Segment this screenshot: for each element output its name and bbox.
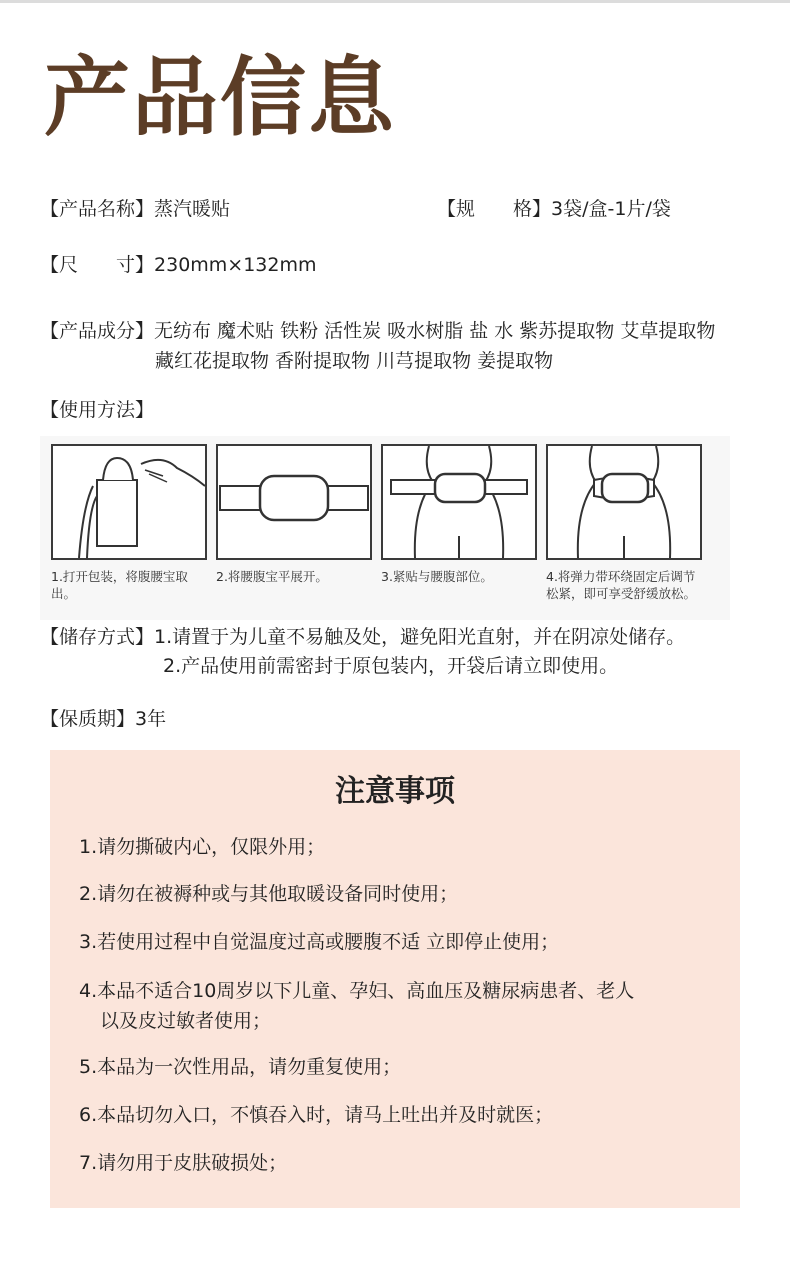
shelf-life-row (40, 704, 166, 734)
step-1-caption: 1.打开包装，将腹腰宝取出。 (51, 569, 188, 601)
ingredients-line-1: 无纺布 魔术贴 铁粉 活性炭 吸水树脂 盐 水 紫苏提取物 艾草提取物 (154, 320, 716, 342)
notice-item-5: 5.本品为一次性用品，请勿重复使用； (79, 1056, 402, 1078)
step-3 (381, 444, 537, 585)
spec-row (437, 194, 671, 224)
notice-item-7: 7.请勿用于皮肤破损处； (79, 1152, 288, 1174)
step-4 (546, 444, 702, 602)
size-row (40, 250, 317, 280)
storage-line-1: 1.请置于为儿童不易触及处，避免阳光直射，并在阴凉处储存。 (154, 626, 686, 648)
ingredients-row (40, 316, 715, 346)
step-2 (216, 444, 372, 585)
notice-title: 注意事项 (335, 774, 455, 809)
step-1 (51, 444, 207, 602)
notice-item-4-continued: 以及皮过敏者使用； (100, 1010, 272, 1032)
storage-row (40, 622, 685, 652)
ingredients-line-2: 藏红花提取物 香附提取物 川芎提取物 姜提取物 (155, 350, 554, 372)
unfold-belt-icon (216, 444, 372, 560)
page-title: 产品信息 (44, 48, 396, 148)
storage-line-2: 2.产品使用前需密封于原包装内，开袋后请立即使用。 (163, 655, 619, 677)
notice-box (50, 750, 740, 1208)
ingredients-label: 【产品成分】 (40, 320, 155, 342)
size-value: 230mm×132mm (154, 254, 317, 276)
spec-label: 【规 格】 (437, 198, 552, 220)
open-package-icon (51, 444, 207, 560)
product-name-value: 蒸汽暖贴 (154, 198, 231, 220)
product-name-label: 【产品名称】 (40, 198, 155, 220)
size-label: 【尺 寸】 (40, 254, 155, 276)
shelf-life-value: 3年 (135, 708, 167, 730)
notice-item-6: 6.本品切勿入口，不慎吞入时，请马上吐出并及时就医； (79, 1104, 554, 1126)
top-divider (0, 0, 790, 3)
storage-label: 【储存方式】 (40, 626, 155, 648)
usage-label: 【使用方法】 (40, 399, 155, 421)
step-4-caption: 4.将弹力带环绕固定后调节松紧，即可享受舒缓放松。 (546, 569, 697, 601)
spec-value: 3袋/盒-1片/袋 (551, 198, 671, 220)
shelf-life-label: 【保质期】 (40, 708, 136, 730)
notice-item-2: 2.请勿在被褥种或与其他取暖设备同时使用； (79, 883, 459, 905)
step-3-caption: 3.紧贴与腰腹部位。 (381, 569, 493, 584)
notice-item-4: 4.本品不适合10周岁以下儿童、孕妇、高血压及糖尿病患者、老人 (79, 980, 635, 1002)
attach-waist-icon (381, 444, 537, 560)
notice-item-3: 3.若使用过程中自觉温度过高或腰腹不适 立即停止使用； (79, 931, 560, 953)
notice-item-1: 1.请勿撕破内心，仅限外用； (79, 836, 326, 858)
step-2-caption: 2.将腰腹宝平展开。 (216, 569, 328, 584)
usage-steps (40, 436, 730, 620)
fasten-belt-icon (546, 444, 702, 560)
product-name-row (40, 194, 230, 224)
